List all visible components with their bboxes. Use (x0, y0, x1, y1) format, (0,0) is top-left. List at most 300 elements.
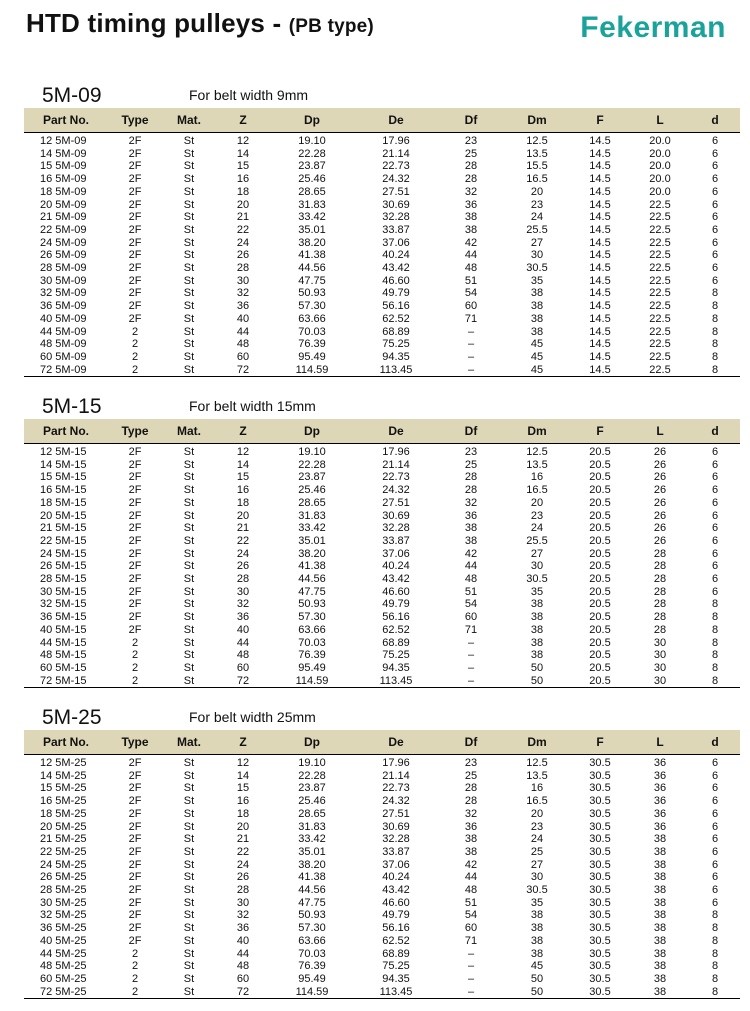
table-cell: 15 (236, 782, 250, 795)
table-row (24, 459, 740, 472)
table-cell: 20.0 (649, 173, 671, 186)
table-cell: 26 (653, 458, 667, 471)
table-cell: 38 (530, 312, 544, 325)
table-cell: 23 (464, 757, 478, 769)
table-cell: 14.5 (589, 262, 611, 275)
table-cell: St (183, 769, 195, 782)
table-row (24, 782, 740, 795)
table-cell: 47.75 (298, 896, 326, 909)
table-cell: 36 (236, 611, 250, 624)
table-cell: 2 (131, 350, 139, 363)
part-number-cell: 16 5M-09 (40, 173, 87, 186)
table-cell: 46.60 (382, 274, 410, 287)
table-row (24, 444, 740, 459)
table-cell: 26 (653, 496, 667, 509)
table-cell: 30.5 (589, 934, 611, 947)
table-cell: 27.51 (382, 496, 410, 509)
table-cell: 2 (131, 649, 139, 662)
table-cell: St (183, 972, 195, 985)
table-cell: 20.0 (649, 135, 671, 147)
table-cell: 8 (711, 636, 719, 649)
table-cell: 38 (530, 598, 544, 611)
table-cell: 25 (464, 147, 478, 160)
table-cell: 20 (530, 185, 544, 198)
table-row (24, 624, 740, 637)
column-header: Dm (504, 730, 570, 755)
table-cell: 20 (236, 198, 250, 211)
table-cell: 12.5 (526, 757, 548, 769)
table-cell: 2F (128, 807, 142, 820)
column-header: Mat. (162, 108, 216, 133)
table-cell: 8 (711, 350, 719, 363)
table-cell: 30.5 (589, 782, 611, 795)
table-row (24, 846, 740, 859)
table-cell: 33.87 (382, 534, 410, 547)
table-cell: St (183, 807, 195, 820)
table-cell: 25 (530, 845, 544, 858)
table-cell: St (183, 325, 195, 338)
table-cell: 25 (464, 769, 478, 782)
table-cell: 22.5 (649, 249, 671, 262)
table-cell: St (183, 909, 195, 922)
table-cell: 42 (464, 236, 478, 249)
part-number-cell: 44 5M-09 (40, 325, 87, 338)
table-cell: 6 (711, 833, 719, 846)
table-cell: St (183, 262, 195, 275)
table-cell: St (183, 947, 195, 960)
table-cell: – (467, 350, 475, 363)
table-cell: 26 (653, 484, 667, 497)
table-cell: St (183, 858, 195, 871)
table-row (24, 522, 740, 535)
table-cell: 22.28 (298, 147, 326, 160)
table-header-row (24, 108, 740, 133)
table-cell: 26 (653, 522, 667, 535)
table-cell: 60 (236, 972, 250, 985)
table-cell: 15 (236, 471, 250, 484)
table-cell: 48 (236, 960, 250, 973)
table-cell: 72 (216, 675, 270, 688)
table-cell: 38 (530, 649, 544, 662)
table-cell: 38 (653, 858, 667, 871)
table-cell: 32.28 (382, 522, 410, 535)
table-cell: 28 (653, 611, 667, 624)
table-cell: 42 (464, 858, 478, 871)
table-cell: 38 (464, 845, 478, 858)
table-row (24, 973, 740, 986)
pulley-table (24, 419, 740, 688)
table-cell: 20.5 (589, 496, 611, 509)
table-cell: 28 (464, 782, 478, 795)
table-cell: 22.5 (649, 350, 671, 363)
table-cell: 22.28 (298, 769, 326, 782)
table-cell: 6 (711, 458, 719, 471)
table-cell: – (438, 364, 504, 377)
table-cell: St (183, 496, 195, 509)
table-cell: St (183, 820, 195, 833)
table-cell: 22.73 (382, 160, 410, 173)
table-cell: 70.03 (298, 325, 326, 338)
table-cell: 6 (711, 807, 719, 820)
table-cell: St (183, 560, 195, 573)
column-header: Mat. (162, 419, 216, 444)
table-cell: 6 (711, 858, 719, 871)
table-cell: 45 (504, 364, 570, 377)
table-cell: 35 (530, 274, 544, 287)
table-cell: 50 (504, 986, 570, 999)
section-5m-25 (24, 698, 740, 999)
column-header: De (354, 108, 438, 133)
table-cell: 57.30 (298, 611, 326, 624)
part-number-cell: 15 5M-15 (40, 471, 87, 484)
table-cell: 8 (711, 960, 719, 973)
section-description: For belt width 15mm (189, 398, 316, 414)
table-cell: 37.06 (382, 858, 410, 871)
table-cell: 70.03 (298, 636, 326, 649)
table-cell: 72 (216, 986, 270, 999)
table-cell: 63.66 (298, 623, 326, 636)
column-header: F (570, 419, 630, 444)
table-cell: 6 (711, 896, 719, 909)
table-cell: 60 (464, 922, 478, 935)
table-cell: 28 (464, 173, 478, 186)
table-cell: 6 (711, 198, 719, 211)
table-cell: 44.56 (298, 884, 326, 897)
table-cell: 38 (653, 960, 667, 973)
table-cell: 68.89 (382, 325, 410, 338)
table-row (24, 262, 740, 275)
table-cell: 50.93 (298, 909, 326, 922)
table-header-row (24, 730, 740, 755)
table-cell: 2F (128, 484, 142, 497)
column-header: Mat. (162, 730, 216, 755)
table-cell: 22.73 (382, 471, 410, 484)
table-cell: 23.87 (298, 160, 326, 173)
table-cell: 45 (530, 350, 544, 363)
table-cell: 2 (131, 960, 139, 973)
table-cell: 8 (711, 611, 719, 624)
table-cell: 2F (128, 795, 142, 808)
table-cell: 2F (128, 611, 142, 624)
table-cell: 2 (131, 947, 139, 960)
table-cell: 2 (131, 972, 139, 985)
table-cell: 26 (236, 249, 250, 262)
table-cell: 2F (128, 820, 142, 833)
column-header: F (570, 730, 630, 755)
table-cell: St (183, 458, 195, 471)
table-cell: 38 (464, 223, 478, 236)
table-cell: 2F (128, 471, 142, 484)
table-cell: 20.5 (589, 661, 611, 674)
table-cell: 12.5 (526, 446, 548, 458)
table-cell: 30.5 (589, 947, 611, 960)
table-cell: 19.10 (298, 446, 326, 458)
table-cell: 13.5 (526, 147, 548, 160)
section-code: 5M-25 (42, 706, 102, 729)
table-cell: 14.5 (589, 223, 611, 236)
table-cell: 30.5 (589, 845, 611, 858)
table-cell: 2F (128, 833, 142, 846)
column-header: d (690, 419, 740, 444)
table-cell: 30.5 (589, 858, 611, 871)
table-cell: 68.89 (382, 947, 410, 960)
table-cell: 49.79 (382, 287, 410, 300)
table-cell: St (183, 274, 195, 287)
part-number-cell: 30 5M-09 (40, 274, 87, 287)
column-header: L (630, 419, 690, 444)
table-cell: St (183, 223, 195, 236)
table-cell: 8 (711, 312, 719, 325)
table-cell: 44.56 (298, 573, 326, 586)
table-cell: St (183, 522, 195, 535)
part-number-cell: 22 5M-25 (40, 845, 87, 858)
table-cell: 6 (711, 185, 719, 198)
column-header: d (690, 730, 740, 755)
table-cell: St (183, 160, 195, 173)
table-cell: 14 (236, 769, 250, 782)
table-cell: 46.60 (382, 585, 410, 598)
part-number-cell: 40 5M-09 (40, 312, 87, 325)
table-row (24, 338, 740, 351)
table-cell: 20.5 (589, 598, 611, 611)
table-cell: 33.87 (382, 223, 410, 236)
table-cell: 71 (464, 312, 478, 325)
table-cell: 45 (530, 338, 544, 351)
column-header: L (630, 730, 690, 755)
table-cell: 12 (236, 135, 250, 147)
column-header: Type (108, 730, 162, 755)
table-cell: 30 (236, 585, 250, 598)
table-cell: 33.42 (298, 522, 326, 535)
table-cell: 14.5 (589, 211, 611, 224)
table-row (24, 586, 740, 599)
part-number-cell: 30 5M-25 (40, 896, 87, 909)
table-cell: 38 (530, 325, 544, 338)
part-number-cell: 28 5M-25 (40, 884, 87, 897)
part-number-cell: 16 5M-15 (40, 484, 87, 497)
table-cell: St (183, 845, 195, 858)
table-cell: 23 (464, 135, 478, 147)
table-cell: 2F (128, 884, 142, 897)
table-cell: 22.5 (649, 223, 671, 236)
table-cell: – (467, 649, 475, 662)
table-cell: 16 (530, 471, 544, 484)
table-cell: 48 (236, 338, 250, 351)
table-cell: 48 (464, 262, 478, 275)
part-number-cell: 72 5M-25 (24, 986, 108, 999)
table-cell: 48 (236, 649, 250, 662)
table-cell: 21.14 (382, 769, 410, 782)
table-cell: 44.56 (298, 262, 326, 275)
table-cell: 51 (464, 896, 478, 909)
table-cell: 20.5 (589, 522, 611, 535)
table-cell: 2F (128, 560, 142, 573)
table-cell: 21.14 (382, 147, 410, 160)
table-cell: 38 (653, 922, 667, 935)
table-cell: 44 (236, 947, 250, 960)
table-cell: 71 (464, 934, 478, 947)
table-cell: 2F (128, 534, 142, 547)
table-cell: 38 (653, 833, 667, 846)
section-code: 5M-15 (42, 395, 102, 418)
table-cell: St (162, 364, 216, 377)
table-cell: 28 (653, 585, 667, 598)
table-cell: St (183, 623, 195, 636)
table-cell: 50.93 (298, 598, 326, 611)
table-cell: 38 (653, 909, 667, 922)
table-cell: 35.01 (298, 534, 326, 547)
table-cell: 38 (530, 909, 544, 922)
column-header: De (354, 730, 438, 755)
table-row (24, 821, 740, 834)
table-cell: 38 (653, 947, 667, 960)
table-cell: 76.39 (298, 338, 326, 351)
table-cell: 14.5 (589, 185, 611, 198)
table-cell: 54 (464, 287, 478, 300)
table-cell: 13.5 (526, 769, 548, 782)
table-cell: – (467, 636, 475, 649)
table-cell: 62.52 (382, 623, 410, 636)
table-cell: St (183, 312, 195, 325)
table-cell: 13.5 (526, 458, 548, 471)
table-cell: 20 (530, 807, 544, 820)
table-cell: St (183, 211, 195, 224)
table-cell: 35.01 (298, 845, 326, 858)
table-cell: 28 (653, 560, 667, 573)
table-cell: 6 (711, 484, 719, 497)
table-cell: 26 (236, 560, 250, 573)
table-cell: 21 (236, 833, 250, 846)
table-cell: 14.5 (589, 173, 611, 186)
table-cell: 6 (711, 547, 719, 560)
table-cell: St (183, 534, 195, 547)
table-cell: 19.10 (298, 135, 326, 147)
table-cell: 2 (131, 325, 139, 338)
table-cell: 22.5 (649, 325, 671, 338)
table-cell: 36 (653, 820, 667, 833)
table-cell: 6 (711, 820, 719, 833)
table-cell: 14.5 (589, 236, 611, 249)
part-number-cell: 30 5M-15 (40, 585, 87, 598)
table-cell: 40.24 (382, 560, 410, 573)
table-cell: 6 (711, 769, 719, 782)
table-cell: 8 (690, 675, 740, 688)
table-cell: 14.5 (589, 147, 611, 160)
table-cell: 44 (464, 249, 478, 262)
table-cell: St (183, 573, 195, 586)
table-cell: 19.10 (298, 757, 326, 769)
table-cell: 25.46 (298, 173, 326, 186)
table-cell: 2F (128, 547, 142, 560)
table-cell: 28 (464, 471, 478, 484)
table-cell: 20.5 (589, 649, 611, 662)
table-cell: 22.5 (649, 312, 671, 325)
table-cell: 20.5 (589, 458, 611, 471)
table-cell: St (183, 598, 195, 611)
table-cell: 17.96 (382, 135, 410, 147)
table-cell: 2 (131, 636, 139, 649)
table-row (24, 859, 740, 872)
table-cell: 20.5 (589, 585, 611, 598)
table-cell: 94.35 (382, 350, 410, 363)
part-number-cell: 28 5M-15 (40, 573, 87, 586)
table-cell: 20.5 (589, 509, 611, 522)
table-cell: 63.66 (298, 934, 326, 947)
part-number-cell: 20 5M-15 (40, 509, 87, 522)
table-cell: 24 (530, 522, 544, 535)
table-cell: 2F (128, 623, 142, 636)
title-subtitle: (PB type) (288, 16, 374, 37)
part-number-cell: 14 5M-09 (40, 147, 87, 160)
table-row (24, 795, 740, 808)
table-cell: 62.52 (382, 312, 410, 325)
table-cell: 8 (690, 364, 740, 377)
table-row (24, 249, 740, 262)
table-cell: 14.5 (589, 249, 611, 262)
table-cell: 16.5 (526, 795, 548, 808)
table-cell: 38 (464, 534, 478, 547)
table-row (24, 573, 740, 586)
table-cell: 40 (236, 312, 250, 325)
table-cell: St (183, 547, 195, 560)
table-cell: 38 (464, 833, 478, 846)
table-cell: 20.5 (589, 560, 611, 573)
table-cell: 14 (236, 147, 250, 160)
table-cell: 31.83 (298, 820, 326, 833)
table-cell: 18 (236, 185, 250, 198)
table-cell: 6 (711, 223, 719, 236)
part-number-cell: 44 5M-25 (40, 947, 87, 960)
table-cell: 2 (108, 986, 162, 999)
column-header: Part No. (24, 108, 108, 133)
table-cell: – (467, 338, 475, 351)
part-number-cell: 24 5M-15 (40, 547, 87, 560)
table-cell: 14.5 (589, 350, 611, 363)
table-cell: 6 (711, 522, 719, 535)
table-cell: 22.5 (630, 364, 690, 377)
part-number-cell: 22 5M-09 (40, 223, 87, 236)
table-cell: 2F (128, 509, 142, 522)
table-cell: 28 (236, 573, 250, 586)
table-cell: St (183, 611, 195, 624)
table-cell: 14.5 (589, 287, 611, 300)
table-cell: 48 (464, 884, 478, 897)
table-cell: 8 (690, 986, 740, 999)
table-header-row (24, 419, 740, 444)
table-cell: – (438, 675, 504, 688)
table-cell: 6 (711, 757, 719, 769)
table-cell: 30.5 (570, 986, 630, 999)
table-cell: 38 (653, 896, 667, 909)
table-cell: 14.5 (589, 325, 611, 338)
table-cell: 2F (128, 909, 142, 922)
table-cell: 6 (711, 871, 719, 884)
column-header: Dp (270, 419, 354, 444)
table-cell: 20.5 (589, 623, 611, 636)
table-cell: 94.35 (382, 661, 410, 674)
part-number-cell: 28 5M-09 (40, 262, 87, 275)
part-number-cell: 26 5M-15 (40, 560, 87, 573)
table-cell: 114.59 (270, 364, 354, 377)
table-cell: 14 (236, 458, 250, 471)
table-cell: 16 (236, 795, 250, 808)
table-cell: 35 (530, 896, 544, 909)
table-cell: 22.5 (649, 211, 671, 224)
part-number-cell: 21 5M-25 (40, 833, 87, 846)
table-cell: 6 (711, 249, 719, 262)
table-row (24, 300, 740, 313)
table-cell: 6 (711, 585, 719, 598)
